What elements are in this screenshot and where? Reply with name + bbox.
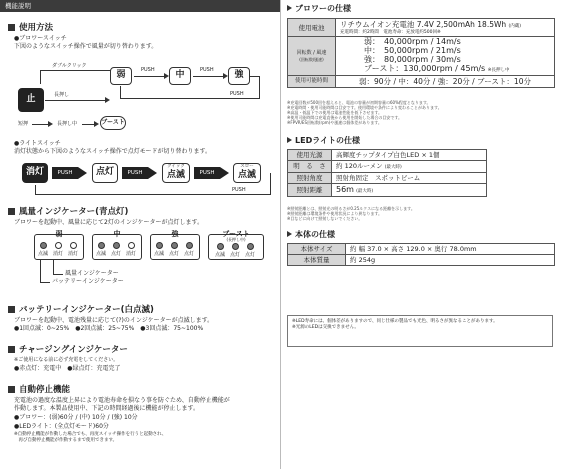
speed-sublabel: (回転数/風速) — [299, 56, 324, 62]
push-label: PUSH — [230, 91, 244, 97]
return-line-t — [250, 76, 260, 77]
return-line — [120, 86, 121, 98]
led-label: 点滅 — [38, 251, 49, 257]
auto-stop-desc-1: 充電池の過度な温度上昇により電池寿命を損なう事を防ぐため、自動停止機能が — [14, 397, 230, 404]
table-row — [288, 183, 487, 196]
auto-stop-blower: ●ブロワー：(弱)60分 / (中) 10分 / (強) 10分 — [14, 414, 138, 421]
battery-indicator-caption: バッテリーインジケーター — [52, 278, 124, 285]
row-value: 約 120ルーメン (最大時) — [332, 161, 487, 173]
long-press-label: 長押し — [54, 92, 70, 98]
blower-note: ※充電回数が500回を超えると、電池の容量が初期容量の60%程度となります。 — [287, 100, 431, 105]
light-on-state: 点灯 — [92, 163, 118, 183]
group-title: ブースト — [222, 230, 250, 238]
row-value: 高輝度チップタイプ白色LED × 1個 — [332, 150, 487, 161]
table-row — [288, 150, 487, 161]
battery-indicator-heading: バッテリーインジケーター(白点滅) — [8, 305, 154, 316]
led-label: 点灯 — [230, 252, 241, 258]
led-note: ※照射距離とは、照射光の明るさが0.25ルクスになる距離を示します。 — [287, 206, 415, 211]
square-bullet-icon — [8, 208, 15, 215]
group-title: 弱 — [55, 230, 63, 238]
light-return-r — [270, 173, 271, 194]
led-label: 点滅 — [215, 252, 226, 258]
square-bullet-icon — [8, 346, 15, 353]
led-indicator — [247, 243, 254, 250]
table-row — [288, 244, 555, 255]
led-label: 点灯 — [245, 252, 256, 258]
group-title: 中 — [113, 230, 121, 238]
row-label: 照射角度 — [288, 172, 332, 183]
led-indicator — [98, 242, 105, 249]
auto-stop-heading: 自動停止機能 — [8, 385, 70, 396]
blower-switch-label: ●ブロワースイッチ — [14, 35, 67, 42]
led-indicator — [70, 242, 77, 249]
led-label: 消灯 — [126, 251, 137, 257]
blower-note: ※使用可能時間は充電直後から使用を開始した場合の目安です。 — [287, 115, 403, 120]
row-value: 照射角固定 スポットビーム — [332, 172, 487, 183]
led-note: ※照射距離は環境条件や使用状況により異なります。 — [287, 211, 383, 216]
row-label: 照射距離 — [288, 183, 332, 196]
quick-label: クイック — [167, 164, 185, 169]
table-row — [288, 172, 487, 183]
hold-arrow — [82, 124, 96, 125]
body-spec-heading: 本体の仕様 — [287, 230, 335, 240]
led-indicator — [55, 242, 62, 249]
blower-switch-desc: 下図のようなスイッチ操作で風量が切り替わります。 — [14, 43, 158, 50]
light-return-h — [35, 194, 271, 195]
blink-label: 点滅 — [237, 170, 256, 180]
double-click-line — [40, 70, 113, 71]
light-arrow-3: PUSH — [194, 167, 220, 179]
led-indicator — [186, 242, 193, 249]
table-row — [288, 19, 555, 37]
row-label: 使用電池 — [288, 19, 336, 37]
indicator-group-mid — [92, 230, 142, 260]
usage-heading: 使用方法 — [8, 23, 53, 34]
speed-strong: 強： 80,000rpm / 30m/s — [364, 54, 461, 64]
row-tag: (最大時) — [356, 188, 374, 194]
led-label: 点灯 — [169, 251, 180, 257]
blower-note: ※高温・低温下での使用は電池性能を低下させます。 — [287, 110, 383, 115]
group-title: 強 — [171, 230, 179, 238]
boost-note: ※長押し中 — [487, 67, 510, 73]
led-label: 点滅 — [96, 251, 107, 257]
short-press-label: 短押 — [18, 121, 29, 127]
led-indicator — [40, 242, 47, 249]
led-label: 点灯 — [111, 251, 122, 257]
blower-spec-heading: ブロワーの仕様 — [287, 4, 351, 14]
push-label: PUSH — [200, 67, 214, 73]
led-label: 消灯 — [68, 251, 79, 257]
speed-boost: ブースト：130,000rpm / 45m/s — [364, 63, 486, 73]
row-value: 56m (最大時) — [332, 183, 487, 196]
auto-stop-note-2: 再び自動停止機能が作動するまで使用できます。 — [14, 438, 118, 443]
row-tag: (最大時) — [384, 165, 402, 171]
row-label — [288, 37, 336, 75]
row-label: 使用光源 — [288, 150, 332, 161]
led-spec-heading: LEDライトの仕様 — [287, 136, 360, 146]
auto-stop-led: ●LEDライト：(全点灯モード)60分 — [14, 423, 109, 430]
indicator-group-weak — [34, 230, 84, 260]
speed-values — [336, 37, 555, 75]
wind-indicator-leader — [53, 260, 54, 274]
triangle-bullet-icon — [287, 231, 292, 237]
blower-note: ※FPVR/ES回転数(rpm)や風速は個体差があります。 — [287, 120, 382, 125]
table-row — [288, 161, 487, 173]
table-row — [288, 75, 555, 87]
push-label: PUSH — [232, 187, 246, 193]
triangle-bullet-icon — [287, 5, 292, 11]
time-value: 弱：90分 / 中：40分 / 強：20分 / ブースト：10分 — [336, 75, 555, 87]
off-state: 止 — [18, 88, 44, 112]
notice-line: ※LED寿命には、個体差がありますので、同じ仕様の製品でも光色、明るさが異なることがあります。 — [292, 319, 498, 324]
body-spec-table — [287, 243, 555, 266]
led-indicator — [156, 242, 163, 249]
light-switch-desc: 消灯状態から下図のようなスイッチ操作で点灯モードが切り替わります。 — [14, 148, 212, 155]
return-line-h — [120, 98, 260, 99]
wind-indicator-heading: 風量インジケーター(青点灯) — [8, 207, 128, 218]
led-note: ※目などに向けて照射しないでください。 — [287, 216, 363, 221]
led-spec-table — [287, 149, 487, 197]
battery-indicator-leader-h — [40, 282, 50, 283]
triangle-bullet-icon — [287, 137, 292, 143]
led-label: 点灯 — [184, 251, 195, 257]
row-value: 約 254g — [346, 255, 555, 266]
led-notice-box — [287, 315, 553, 347]
auto-stop-note-1: ※自動停止機能が作動した場合でも、再度スイッチ操作を行うと起動され、 — [14, 432, 167, 437]
wind-indicator-desc: ブロワーを起動中、風量に応じて2灯のインジケーターが点灯します。 — [14, 219, 204, 226]
table-row — [288, 37, 555, 75]
speed-mid: 中： 50,000rpm / 21m/s — [364, 46, 461, 56]
battery-value — [336, 19, 555, 37]
battery-indicator-leader — [40, 260, 41, 282]
light-arrow-2: PUSH — [122, 167, 148, 179]
light-off-state: 消灯 — [22, 163, 48, 183]
slow-label: スロー — [240, 164, 254, 169]
speed-label: 回転数 / 風速 — [296, 50, 327, 57]
notice-line: ※光源のLEDは交換できません。 — [292, 324, 359, 330]
led-label: 消灯 — [53, 251, 64, 257]
led-indicator — [113, 242, 120, 249]
strong-state: 強 — [228, 67, 250, 85]
double-click-label: ダブルクリック — [52, 63, 87, 69]
long-press-arrow — [45, 100, 107, 101]
auto-stop-desc-2: 作動します。本製品使用中、下記の時間経過後に機能が停止します。 — [14, 405, 200, 412]
row-label: 使用可能時間 — [288, 75, 336, 87]
indicator-group-boost — [208, 230, 264, 260]
slow-blink-state — [233, 163, 261, 183]
return-line-r — [259, 76, 260, 98]
spec-column — [283, 0, 562, 469]
battery-indicator-desc: ブロワーを起動中、電池残量に応じて(?)のインジケーターが点滅します。 — [14, 317, 214, 324]
square-bullet-icon — [8, 24, 15, 31]
wind-indicator-leader-h — [53, 274, 63, 275]
indicator-group-strong — [150, 230, 200, 260]
light-arrow-1: PUSH — [52, 167, 78, 179]
quick-blink-state — [162, 163, 190, 183]
led-indicator — [171, 242, 178, 249]
row-label: 明 る さ — [288, 161, 332, 173]
section-header-bar: 機能説明 — [0, 0, 280, 12]
light-switch-label: ●ライトスイッチ — [14, 140, 61, 147]
weak-state: 弱 — [110, 67, 132, 85]
charging-indicator-heading: チャージングインジケーター — [8, 345, 128, 356]
row-label: 本体サイズ — [288, 244, 346, 255]
mid-to-strong-arrow — [193, 76, 225, 77]
led-indicator — [217, 243, 224, 250]
double-click-line-v — [40, 70, 41, 84]
row-value: 約 幅 37.0 × 高さ 129.0 × 奥行 78.0mm — [346, 244, 555, 255]
short-press-arrow — [32, 124, 50, 125]
led-indicator — [128, 242, 135, 249]
light-return-l — [35, 185, 36, 194]
battery-main: リチウムイオン充電池 7.4V 2,500mAh 18.5Wh — [340, 20, 507, 29]
wind-indicator-caption: 風量インジケーター — [65, 270, 119, 277]
led-indicator — [232, 243, 239, 250]
charging-states: ●赤点灯：充電中 ●緑点灯：充電完了 — [14, 365, 121, 372]
speed-weak: 弱： 40,000rpm / 14m/s — [364, 37, 461, 47]
table-row — [288, 255, 555, 266]
push-label: PUSH — [141, 67, 155, 73]
square-bullet-icon — [8, 386, 15, 393]
boost-state: ブースト — [100, 116, 126, 130]
led-label: 点滅 — [154, 251, 165, 257]
blink-label: 点滅 — [166, 170, 185, 180]
long-press-hold-label: 長押し中 — [57, 121, 78, 127]
weak-to-mid-arrow — [134, 76, 166, 77]
square-bullet-icon — [8, 306, 15, 313]
charging-note: ※ご使用になる前に必ず充電をしてください。 — [14, 357, 119, 363]
battery-levels: ●1回点滅：0~25% ●2回点滅：25~75% ●3回点滅：75~100% — [14, 325, 204, 332]
group-subtitle: (長押し中) — [226, 237, 246, 242]
mid-state: 中 — [169, 67, 191, 85]
row-label: 本体質量 — [288, 255, 346, 266]
battery-sub: 充電時間：約2時間 電池寿命：充放電約500回※ — [340, 29, 441, 35]
battery-tag: (内蔵) — [508, 24, 522, 29]
blower-spec-table — [287, 18, 555, 88]
blower-note: ※充電時間・使用可能時間は目安です。使用環境や条件により変わることがあります。 — [287, 105, 442, 110]
